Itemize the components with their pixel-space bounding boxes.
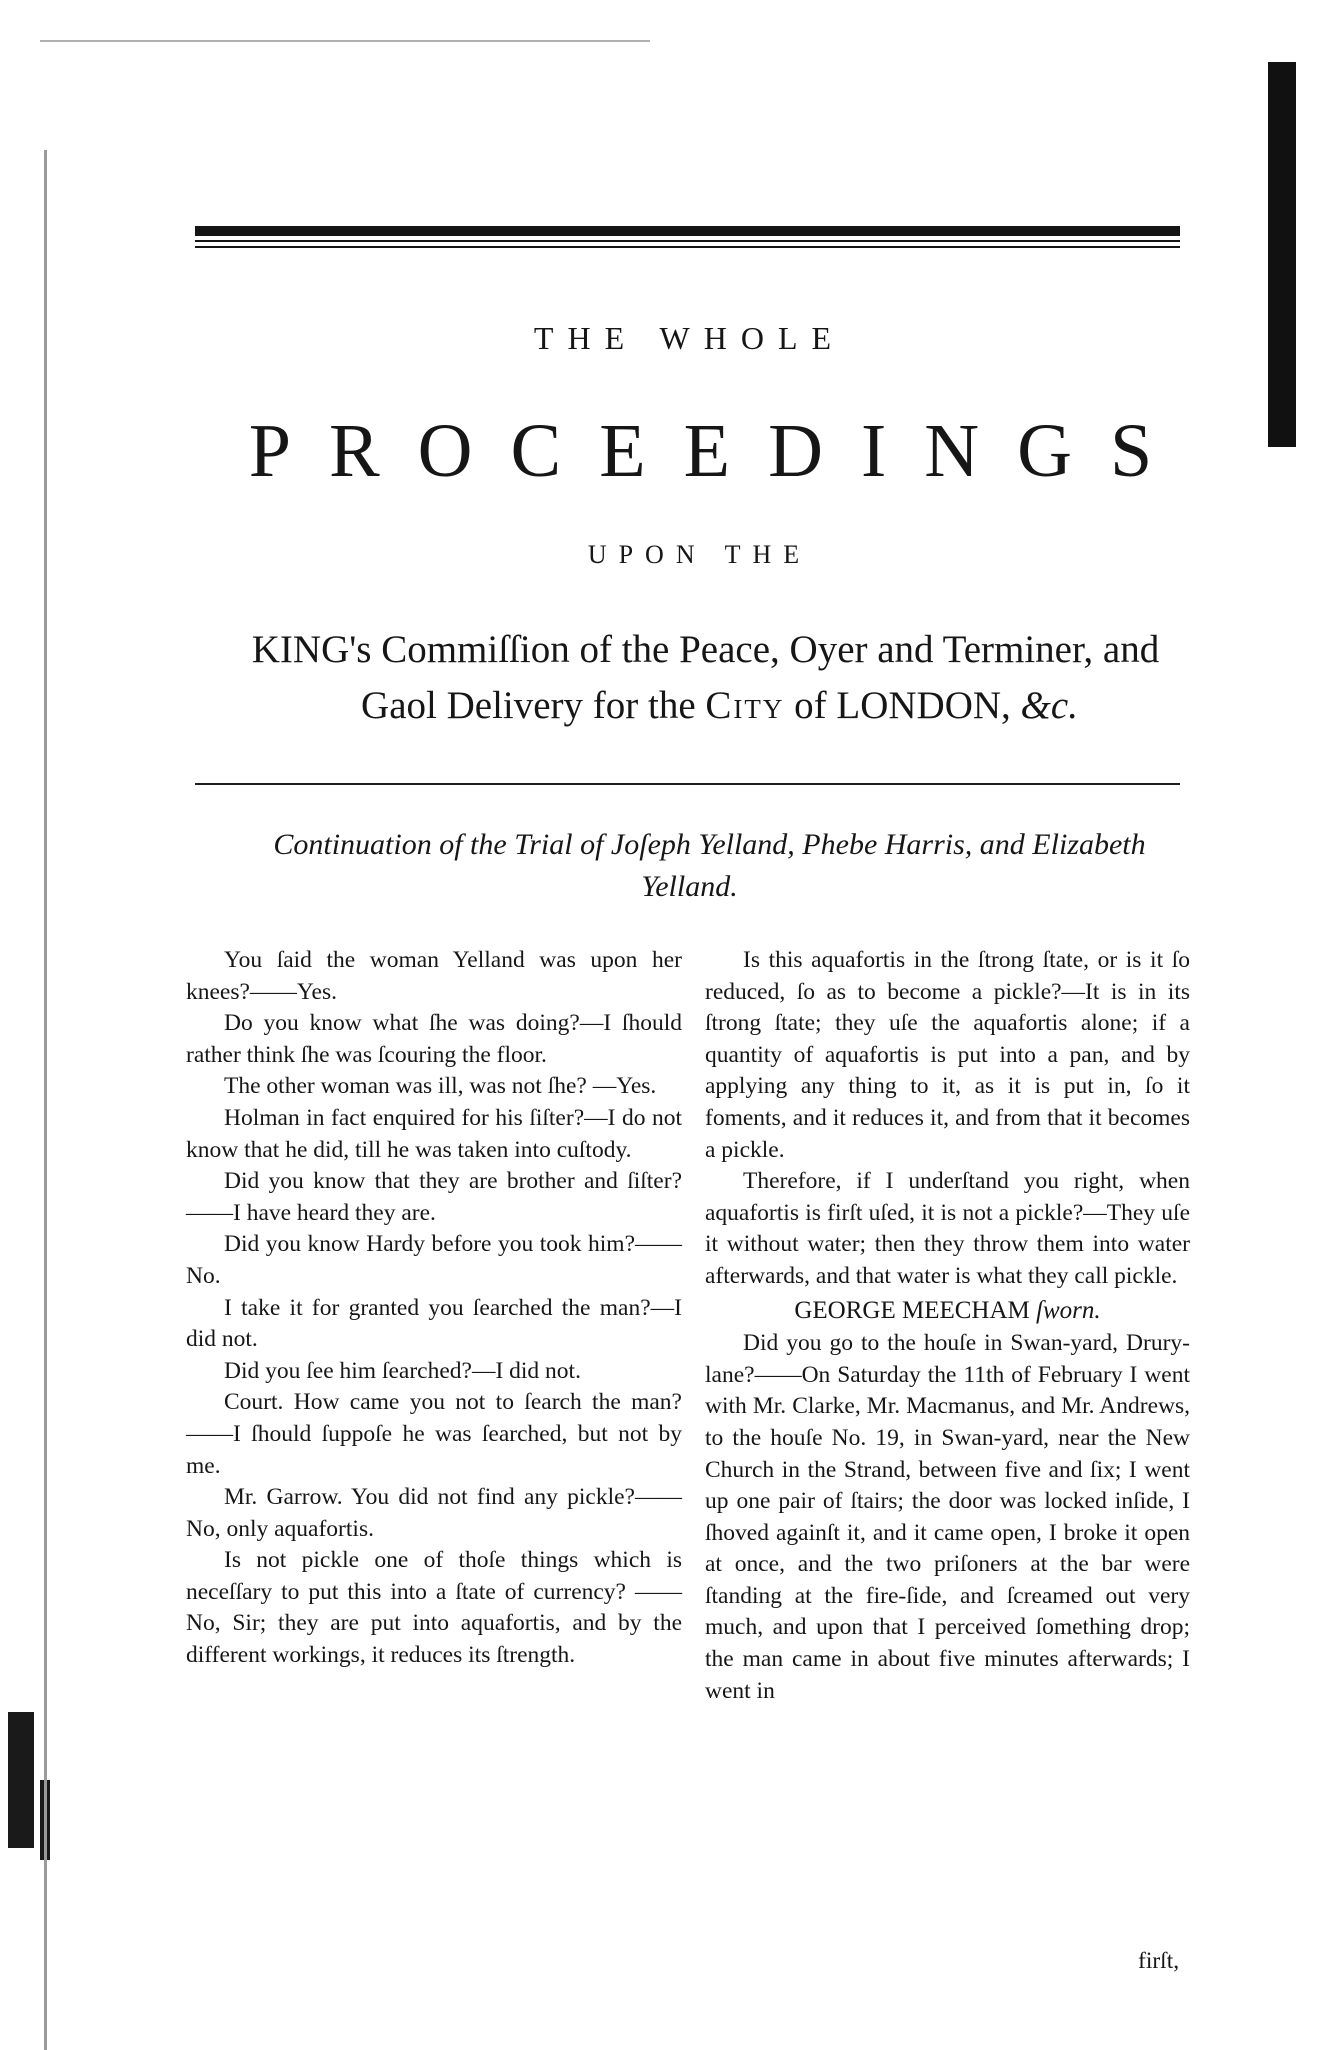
witness-heading: [705, 1295, 1190, 1327]
title-the-whole: THE WHOLE: [533, 320, 846, 356]
commission-line-2-a: Gaol Delivery for the: [361, 684, 706, 727]
title-upon-the: UPON THE: [587, 540, 812, 569]
left-paragraph: Did you know Hardy before you took him?——No.: [186, 1231, 682, 1289]
left-paragraph: I take it for granted you ſearched the man?—I did not.: [186, 1294, 682, 1353]
scan-edge-bar: [1268, 62, 1296, 447]
scan-edge-mark: [8, 1712, 34, 1848]
left-paragraph: Is not pickle one of thoſe things which is neceſſary to put this into a ſtate of currency? ——No, Sir; they are put into aquafortis, and by the different workings, it reduces its ſtrength.: [186, 1547, 682, 1669]
commission-line-2: [0, 683, 1319, 728]
header-rule-thick: [195, 226, 1180, 236]
left-paragraph: Court. How came you not to ſearch the man?——I ſhould ſuppoſe he was ſearched, but not by me.: [186, 1389, 682, 1479]
header-rule-thin: [195, 240, 1180, 242]
title-proceedings: PROCEEDINGS: [248, 409, 1191, 493]
section-rule: [195, 783, 1180, 785]
right-paragraph: Is this aquafortis in the ſtrong ſtate, or is it ſo reduced, ſo as to become a pickle?—It is in its ſtrong ſtate; they uſe the aquafortis alone; if a quantity of aquafortis is put into a pan, and by applying any thing to it, as it is put in, ſo it foments, and it reduces it, and from that it becomes a pickle.: [705, 947, 1190, 1163]
catchword: firſt,: [1138, 1948, 1180, 1974]
left-paragraph: Did you know that they are brother and ſiſter?——I have heard they are.: [186, 1168, 682, 1226]
left-paragraph: You ſaid the woman Yelland was upon her knees?——Yes.: [186, 947, 682, 1005]
witness-name: GEORGE MEECHAM: [794, 1296, 1030, 1324]
scan-top-line: [40, 40, 650, 42]
header-rule-thin: [195, 246, 1180, 248]
trial-title-line-1: Continuation of the Trial of Joſeph Yelland, Phebe Harris, and Elizabeth: [273, 828, 1146, 861]
left-paragraph: The other woman was ill, was not ſhe? —Yes.: [224, 1073, 657, 1100]
right-paragraph: Therefore, if I underſtand you right, when aquafortis is firſt uſed, it is not a pickle?—They uſe it without water; then they throw them into water afterwards, and that water is what they call pickle.: [705, 1168, 1190, 1289]
witness-sworn: ſworn.: [1036, 1296, 1101, 1324]
left-column: [186, 945, 682, 1672]
trial-title-line-2: Yelland.: [641, 870, 738, 903]
left-paragraph: Mr. Garrow. You did not find any pickle?——No, only aquafortis.: [186, 1484, 682, 1542]
commission-etc: &c.: [1020, 684, 1078, 727]
commission-city: City: [705, 684, 785, 727]
commission-line-1: KING's Commiſſion of the Peace, Oyer and Terminer, and: [251, 628, 1160, 671]
right-paragraph: Did you go to the houſe in Swan-yard, Drury-lane?——On Saturday the 11th of February I went with Mr. Clarke, Mr. Macmanus, and Mr. Andrews, to the houſe No. 19, in Swan-yard, near the New Church in the Strand, between five and ſix; I went up one pair of ſtairs; the door was locked inſide, I ſhoved againſt it, and it came open, I broke it open at once, and the two priſoners at the bar were ſtanding at the fire-ſide, and ſcreamed out very much, and upon that I perceived ſomething drop; the man came in about five minutes afterwards; I went in: [705, 1330, 1190, 1704]
commission-line-2-b: of LONDON,: [784, 684, 1021, 727]
left-paragraph: Do you know what ſhe was doing?—I ſhould rather think ſhe was ſcouring the floor.: [186, 1010, 682, 1068]
left-paragraph: Holman in fact enquired for his ſiſter?—I do not know that he did, till he was taken into cuſtody.: [186, 1104, 682, 1163]
right-column: [705, 945, 1190, 1707]
left-paragraph: Did you ſee him ſearched?—I did not.: [224, 1357, 581, 1384]
